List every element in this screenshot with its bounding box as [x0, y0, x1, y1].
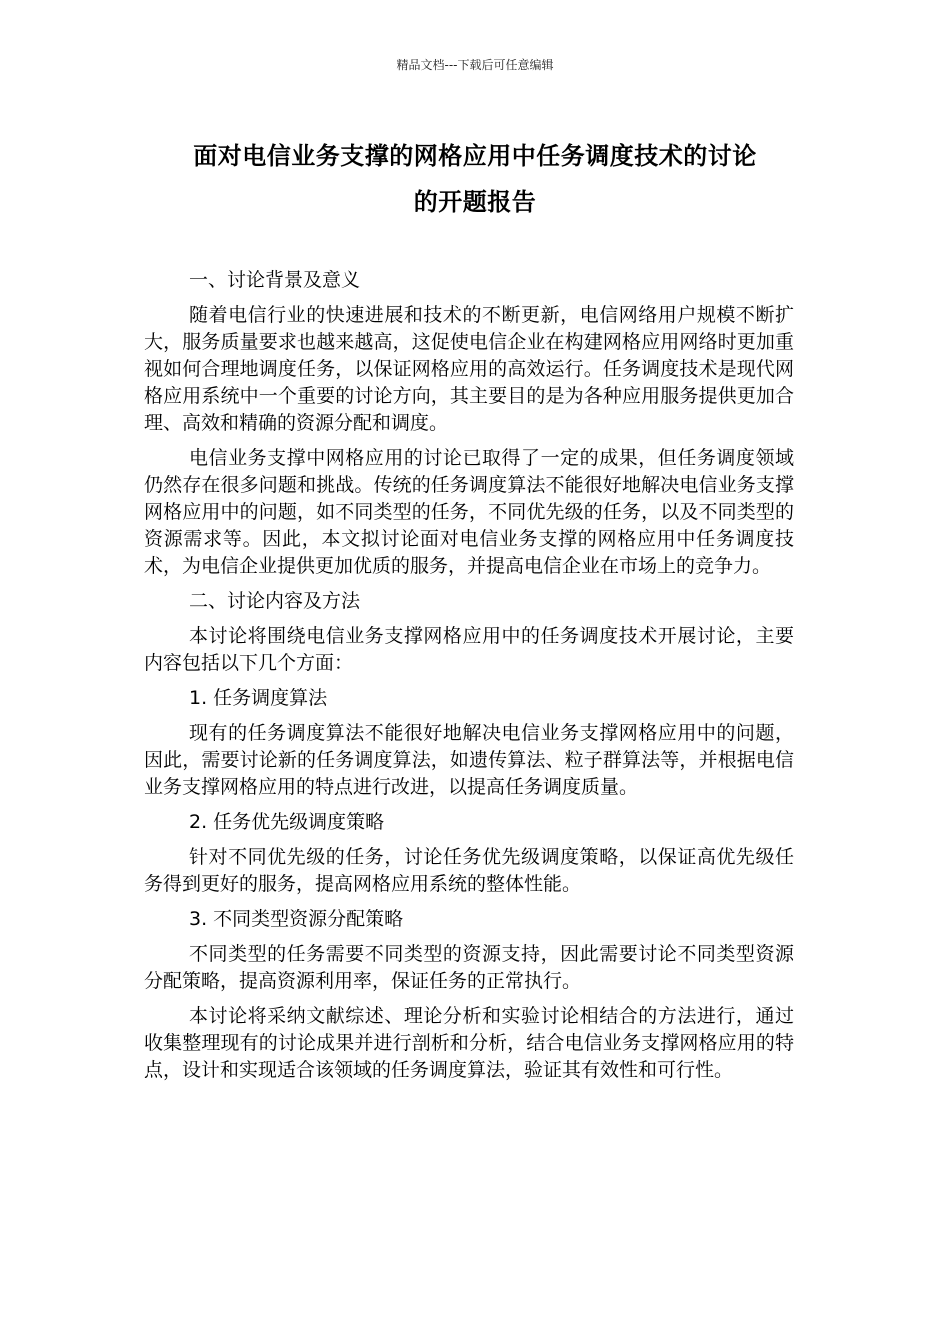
- paragraph-background-1: 随着电信行业的快速进展和技术的不断更新，电信网络用户规模不断扩大，服务质量要求也越来越高，这促使电信企业在构建网格应用网络时更加重视如何合理地调度任务，以保证网格应用的高效运行。任务调度技术是现代网格应用系统中一个重要的讨论方向，其主要目的是为各种应用服务提供更加合理、高效和精确的资源分配和调度。: [144, 304, 794, 434]
- item-text-scheduling-algorithm: 现有的任务调度算法不能很好地解决电信业务支撑网格应用中的问题，因此，需要讨论新的任务调度算法，如遗传算法、粒子群算法等，并根据电信业务支撑网格应用的特点进行改进，以提高任务调度质量。: [144, 722, 794, 798]
- title-line-1: 面对电信业务支撑的网格应用中任务调度技术的讨论: [193, 142, 757, 170]
- section-heading-background: 一、讨论背景及意义: [189, 269, 361, 291]
- section-heading-content-method: 二、讨论内容及方法: [189, 590, 361, 612]
- item-heading-priority-strategy: 2. 任务优先级调度策略: [189, 811, 385, 833]
- paragraph-content-intro: 本讨论将围绕电信业务支撑网格应用中的任务调度技术开展讨论，主要内容包括以下几个方面：: [144, 625, 794, 674]
- header-note: 精品文档---下载后可任意编辑: [396, 58, 554, 72]
- item-heading-scheduling-algorithm: 1. 任务调度算法: [189, 687, 328, 709]
- paragraph-background-2: 电信业务支撑中网格应用的讨论已取得了一定的成果，但任务调度领域仍然存在很多问题和挑战。传统的任务调度算法不能很好地解决电信业务支撑网格应用中的问题，如不同类型的任务，不同优先级的任务，以及不同类型的资源需求等。因此，本文拟讨论面对电信业务支撑的网格应用中任务调度技术，为电信企业提供更加优质的服务，并提高电信企业在市场上的竞争力。: [144, 447, 794, 577]
- paragraph-method: 本讨论将采纳文献综述、理论分析和实验讨论相结合的方法进行，通过收集整理现有的讨论成果并进行剖析和分析，结合电信业务支撑网格应用的特点，设计和实现适合该领域的任务调度算法，验证其有效性和可行性。: [144, 1005, 794, 1081]
- item-heading-resource-allocation: 3. 不同类型资源分配策略: [189, 908, 404, 930]
- document-body: [144, 267, 794, 1092]
- title-line-2: 的开题报告: [413, 188, 537, 216]
- document-title: [140, 133, 810, 225]
- item-text-priority-strategy: 针对不同优先级的任务，讨论任务优先级调度策略，以保证高优先级任务得到更好的服务，提高网格应用系统的整体性能。: [144, 846, 794, 895]
- item-text-resource-allocation: 不同类型的任务需要不同类型的资源支持，因此需要讨论不同类型资源分配策略，提高资源利用率，保证任务的正常执行。: [144, 943, 794, 992]
